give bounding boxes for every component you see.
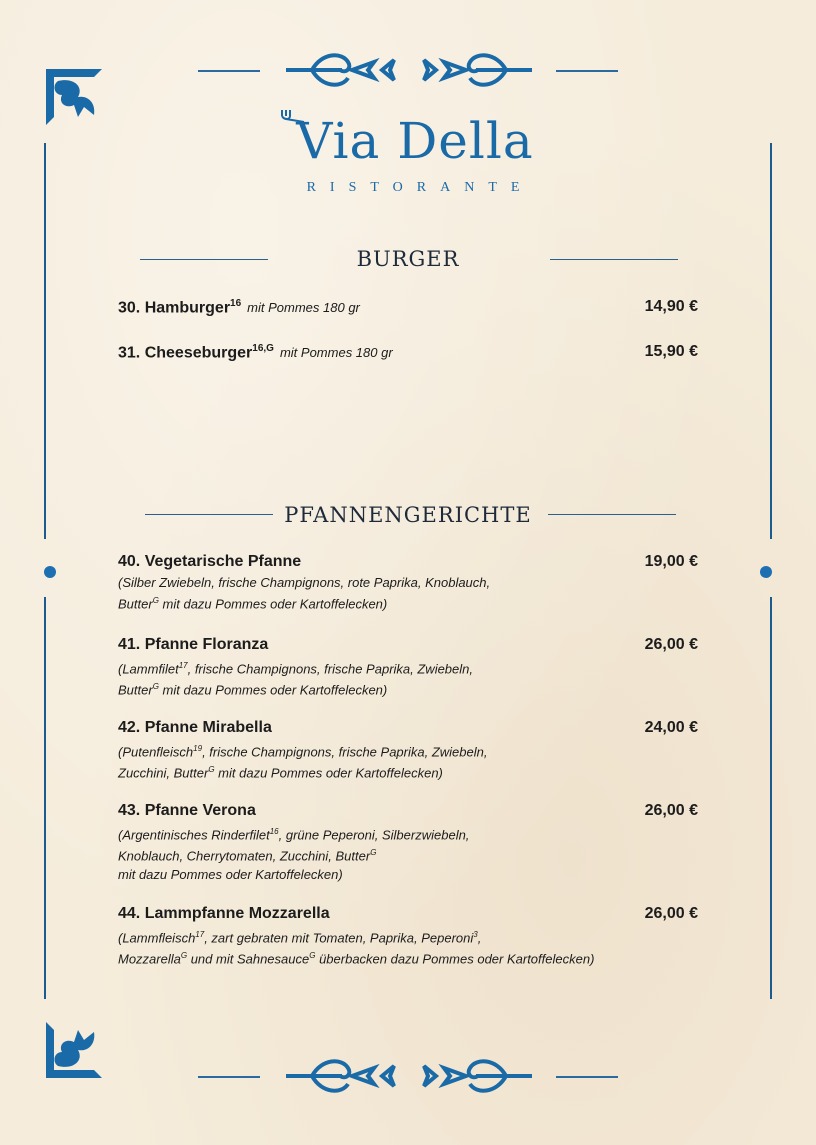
frame-right-line-bottom (770, 597, 772, 999)
item-name: 44. Lammpfanne Mozzarella (118, 905, 330, 922)
corner-ornament-bottom-left-icon (44, 1020, 104, 1080)
pfanne-rule-right (548, 514, 676, 515)
section-title-pfanne: PFANNENGERICHTE (284, 503, 532, 527)
item-name: 30. Hamburger$^{16}$ mit Pommes 180 gr (118, 298, 360, 317)
item-description: (Lammfilet$^{17}$, frische Champignons, frische Paprika, Zwiebeln, Butter$^G$ mit dazu Pommes oder Kartoffelecken) (118, 661, 473, 698)
top-flourish-line-left (198, 70, 260, 72)
burger-rule-left (140, 259, 268, 260)
item-description: (Putenfleisch$^{19}$, frische Champignons, frische Paprika, Zwiebeln, Zucchini, Butter$^G$ mit dazu Pommes oder Kartoffelecken) (118, 744, 488, 781)
item-name: 40. Vegetarische Pfanne (118, 553, 302, 570)
frame-left-line-top (44, 143, 46, 539)
bottom-flourish-line-left (198, 1076, 260, 1078)
frame-left-dot (44, 566, 56, 578)
item-price: 26,00 € (644, 636, 698, 653)
item-price: 24,00 € (644, 719, 698, 736)
burger-rule-right (550, 259, 678, 260)
menu-item-31 (118, 343, 698, 367)
item-name: 41. Pfanne Floranza (118, 636, 269, 653)
item-price: 15,90 € (644, 343, 698, 360)
frame-left-line-bottom (44, 597, 46, 999)
item-note: mit Pommes 180 gr (279, 345, 393, 361)
item-name: 42. Pfanne Mirabella (118, 719, 272, 736)
frame-right-dot (760, 566, 772, 578)
item-description: (Silber Zwiebeln, frische Champignons, rote Paprika, Knoblauch, Butter$^G$ mit dazu Pommes oder Kartoffelecken) (118, 575, 491, 612)
item-price: 19,00 € (644, 553, 698, 570)
item-name: 31. Cheeseburger$^{16,G}$ mit Pommes 180 gr (118, 343, 393, 362)
item-description: (Lammfleisch$^{17}$, zart gebraten mit Tomaten, Paprika, Peperoni$^3$, Mozzarella$^G$ und mit Sahnesauce$^G$ überbacken dazu Pommes oder Kartoffelecken) (118, 930, 595, 967)
bottom-flourish-line-right (556, 1076, 618, 1078)
fork-icon (280, 108, 306, 124)
menu-item-30 (118, 298, 698, 322)
bottom-flourish-ornament-icon (282, 1048, 536, 1104)
logo-title: Via Della (296, 112, 534, 170)
section-title-burger: BURGER (356, 247, 460, 271)
logo-subtitle: RISTORANTE (306, 180, 534, 195)
frame-right-line-top (770, 143, 772, 539)
item-name: 43. Pfanne Verona (118, 802, 256, 819)
top-flourish-ornament-icon (282, 42, 536, 98)
pfanne-rule-left (145, 514, 273, 515)
item-price: 26,00 € (644, 905, 698, 922)
item-price: 26,00 € (644, 802, 698, 819)
corner-ornament-top-left-icon (44, 67, 104, 127)
item-description: (Argentinisches Rinderfilet$^{16}$, grüne Peperoni, Silberzwiebeln, Knoblauch, Cherrytomaten, Zucchini, Butter$^G$ mit dazu Pommes oder Kartoffelecken) (118, 827, 470, 882)
item-note: mit Pommes 180 gr (247, 300, 360, 316)
top-flourish-line-right (556, 70, 618, 72)
item-price: 14,90 € (644, 298, 698, 315)
